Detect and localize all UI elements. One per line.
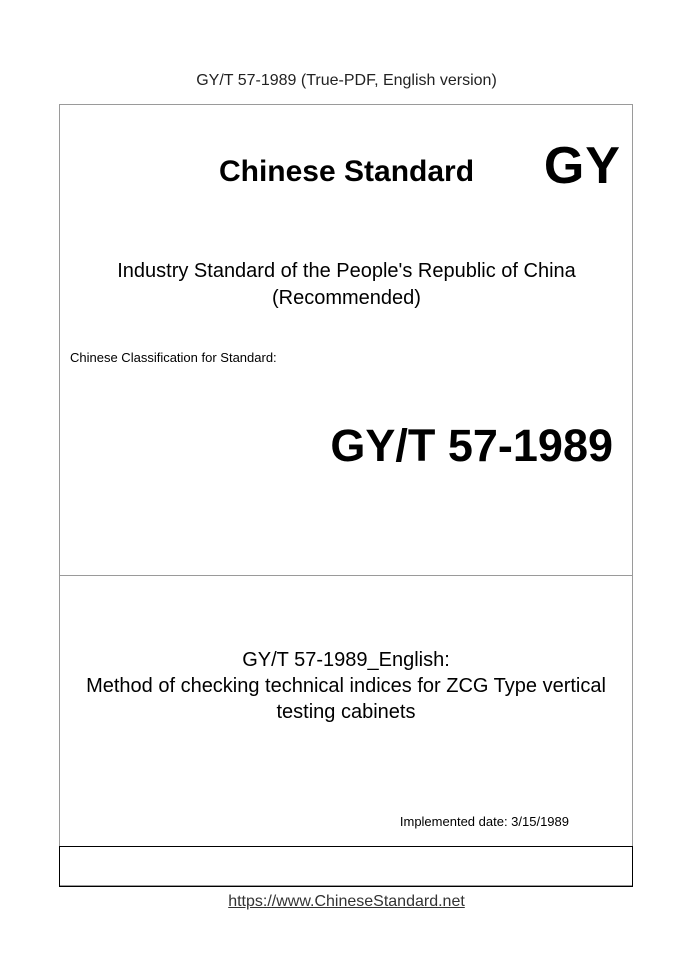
document-title: [59, 647, 633, 725]
cover-frame: [59, 104, 633, 886]
industry-line-1: Industry Standard of the People's Republic of China: [117, 260, 576, 282]
document-title-line-1: GY/T 57-1989_English:: [242, 649, 450, 671]
standard-number: GY/T 57-1989: [330, 420, 613, 471]
section-divider: [59, 575, 633, 576]
industry-standard-label: [0, 258, 693, 312]
footer-link[interactable]: https://www.ChineseStandard.net: [228, 893, 465, 910]
page-header: GY/T 57-1989 (True-PDF, English version): [196, 72, 497, 89]
industry-line-2: (Recommended): [272, 287, 421, 309]
standard-code: GY: [543, 137, 621, 195]
footer-box: [59, 846, 633, 887]
standard-title-text: Chinese Standard: [218, 155, 475, 188]
document-title-line-2: Method of checking technical indices for ZCG Type vertical: [86, 675, 606, 697]
implemented-date: Implemented date: 3/15/1989: [399, 814, 569, 829]
classification-label: Chinese Classification for Standard:: [70, 350, 277, 365]
document-title-line-3: testing cabinets: [276, 701, 416, 723]
